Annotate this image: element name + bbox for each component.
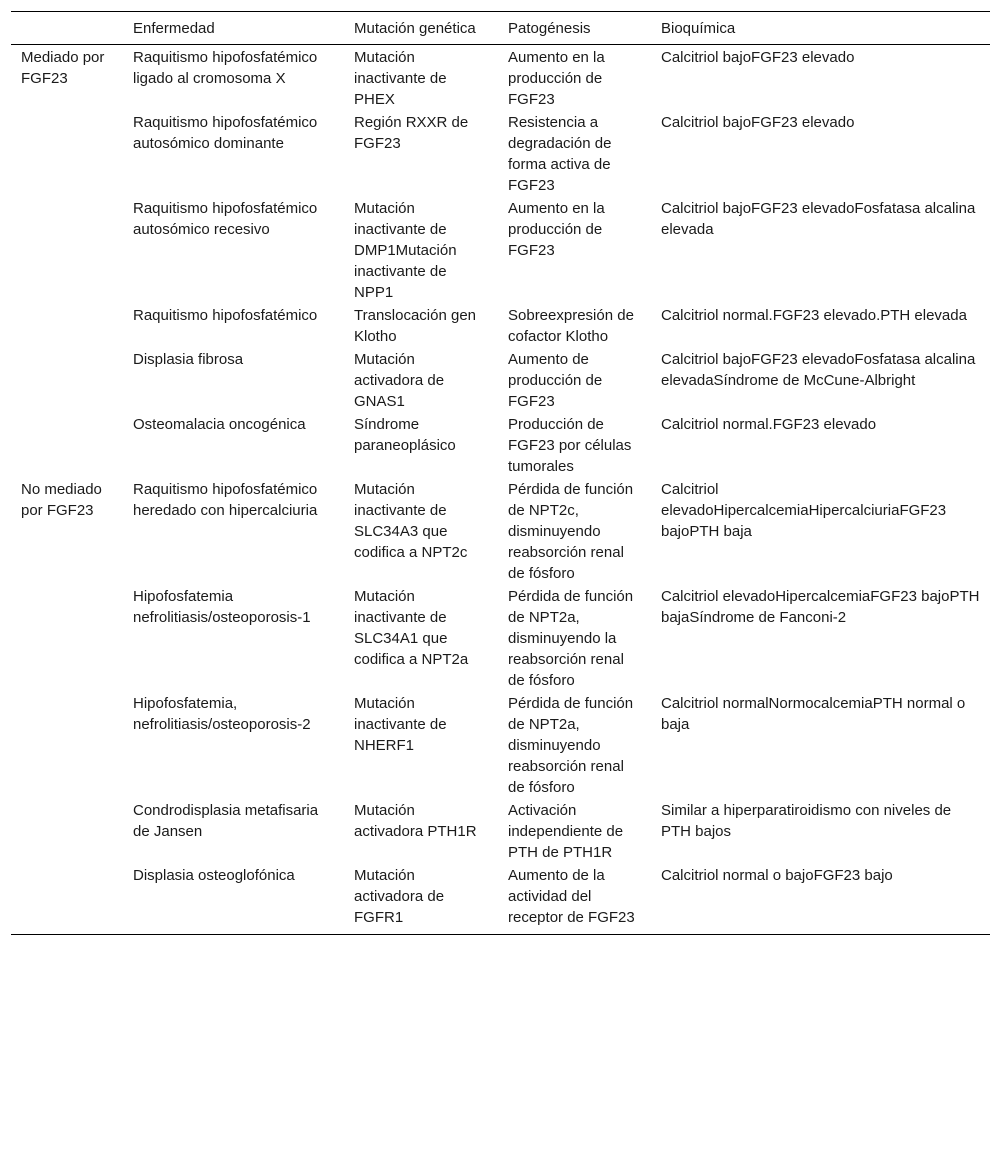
table-container <box>11 11 990 935</box>
table-body <box>11 45 990 935</box>
table-header <box>11 12 990 45</box>
cell-patogenesis: Aumento en la producción de FGF23 <box>508 200 605 259</box>
cell-mutacion: Mutación inactivante de SLC34A1 que codifica a NPT2a <box>354 588 469 668</box>
cell-patogenesis: Pérdida de función de NPT2c, disminuyendo reabsorción renal de fósforo <box>508 481 634 582</box>
cell-bioquimica: Calcitriol elevadoHipercalcemiaHipercalciuriaFGF23 bajoPTH baja <box>661 481 947 540</box>
table-row <box>11 45 990 111</box>
cell-patogenesis: Aumento de la actividad del receptor de FGF23 <box>508 867 635 926</box>
cell-patogenesis: Pérdida de función de NPT2a, disminuyendo reabsorción renal de fósforo <box>508 695 634 796</box>
table-row <box>11 477 990 584</box>
cell-enfermedad: Raquitismo hipofosfatémico ligado al cromosoma X <box>133 49 318 87</box>
cell-enfermedad: Raquitismo hipofosfatémico heredado con hipercalciuria <box>133 481 318 519</box>
cell-mutacion: Mutación inactivante de NHERF1 <box>354 695 447 754</box>
table-row <box>11 691 990 798</box>
cell-patogenesis: Pérdida de función de NPT2a, disminuyendo la reabsorción renal de fósforo <box>508 588 634 689</box>
cell-mutacion: Síndrome paraneoplásico <box>354 416 456 454</box>
cell-bioquimica: Calcitriol bajoFGF23 elevadoFosfatasa alcalina elevadaSíndrome de McCune-Albright <box>661 351 976 389</box>
header-row <box>11 12 990 45</box>
cell-patogenesis: Activación independiente de PTH de PTH1R <box>508 802 624 861</box>
header-bioquimica: Bioquímica <box>661 19 736 37</box>
cell-enfermedad: Raquitismo hipofosfatémico autosómico recesivo <box>133 200 318 238</box>
cell-mutacion: Mutación inactivante de SLC34A3 que codifica a NPT2c <box>354 481 468 561</box>
cell-mutacion: Translocación gen Klotho <box>354 307 477 345</box>
cell-patogenesis: Aumento en la producción de FGF23 <box>508 49 605 108</box>
cell-mutacion: Mutación activadora de GNAS1 <box>354 351 445 410</box>
cell-patogenesis: Resistencia a degradación de forma activa de FGF23 <box>508 114 612 194</box>
cell-bioquimica: Calcitriol elevadoHipercalcemiaFGF23 bajoPTH bajaSíndrome de Fanconi-2 <box>661 588 980 626</box>
header-mutacion: Mutación genética <box>354 19 476 37</box>
table-row <box>11 863 990 935</box>
cell-patogenesis: Producción de FGF23 por células tumorales <box>508 416 632 475</box>
group-label: No mediado por FGF23 <box>21 481 102 519</box>
cell-enfermedad: Hipofosfatemia, nefrolitiasis/osteoporosis-2 <box>133 695 311 733</box>
table-row <box>11 412 990 477</box>
table-row <box>11 110 990 196</box>
cell-bioquimica: Calcitriol normalNormocalcemiaPTH normal o baja <box>661 695 966 733</box>
cell-bioquimica: Calcitriol normal.FGF23 elevado.PTH elevada <box>661 307 967 324</box>
cell-enfermedad: Raquitismo hipofosfatémico <box>133 307 318 324</box>
group-label: Mediado por FGF23 <box>21 49 105 87</box>
cell-bioquimica: Calcitriol normal.FGF23 elevado <box>661 416 877 433</box>
cell-bioquimica: Calcitriol bajoFGF23 elevadoFosfatasa alcalina elevada <box>661 200 976 238</box>
cell-enfermedad: Osteomalacia oncogénica <box>133 416 306 433</box>
cell-enfermedad: Displasia osteoglofónica <box>133 867 295 884</box>
cell-enfermedad: Condrodisplasia metafisaria de Jansen <box>133 802 319 840</box>
table-row <box>11 798 990 863</box>
cell-bioquimica: Similar a hiperparatiroidismo con niveles de PTH bajos <box>661 802 952 840</box>
disease-table <box>11 11 990 935</box>
cell-enfermedad: Hipofosfatemia nefrolitiasis/osteoporosis-1 <box>133 588 311 626</box>
cell-enfermedad: Raquitismo hipofosfatémico autosómico dominante <box>133 114 318 152</box>
cell-bioquimica: Calcitriol bajoFGF23 elevado <box>661 114 855 131</box>
header-group <box>11 12 123 45</box>
table-row <box>11 303 990 347</box>
cell-patogenesis: Sobreexpresión de cofactor Klotho <box>508 307 634 345</box>
cell-bioquimica: Calcitriol bajoFGF23 elevado <box>661 49 855 66</box>
cell-mutacion: Mutación inactivante de DMP1Mutación inactivante de NPP1 <box>354 200 457 301</box>
cell-mutacion: Región RXXR de FGF23 <box>354 114 469 152</box>
header-enfermedad: Enfermedad <box>133 19 215 37</box>
cell-patogenesis: Aumento de producción de FGF23 <box>508 351 603 410</box>
cell-bioquimica: Calcitriol normal o bajoFGF23 bajo <box>661 867 893 884</box>
table-row <box>11 196 990 303</box>
cell-mutacion: Mutación activadora de FGFR1 <box>354 867 445 926</box>
table-row <box>11 584 990 691</box>
cell-enfermedad: Displasia fibrosa <box>133 351 244 368</box>
header-patogenesis: Patogénesis <box>508 19 591 37</box>
cell-mutacion: Mutación inactivante de PHEX <box>354 49 447 108</box>
cell-mutacion: Mutación activadora PTH1R <box>354 802 477 840</box>
table-row <box>11 347 990 412</box>
